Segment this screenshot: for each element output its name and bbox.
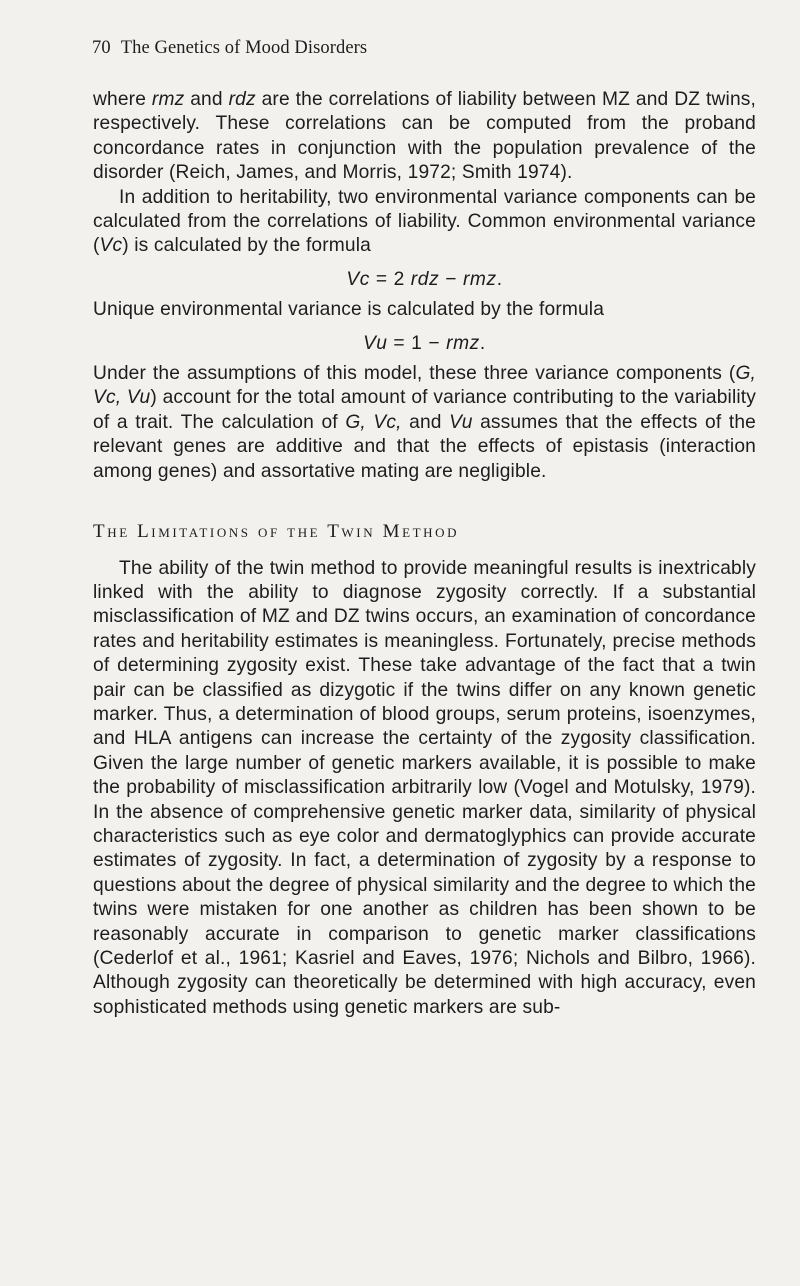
formula-equals: = — [387, 332, 412, 354]
formula-constant: 1 — [411, 332, 423, 354]
formula-lhs: Vu — [363, 332, 388, 354]
text-run: are the correlations of liability between MZ and DZ twins, respectively. These correlations can be computed from the proband concordance rates in conjunction with the population prevalence of the disorder (Reich, James, and Morris, 1972; Smith 1974). — [93, 89, 756, 184]
paragraph-unique-variance: Unique environmental variance is calculated by the formula — [93, 299, 605, 321]
formula-minus: − — [439, 268, 463, 290]
symbol-components: G, Vc, Vu — [93, 363, 756, 409]
paragraph-assumptions — [93, 362, 756, 484]
text-run: and — [401, 411, 450, 433]
text-run: and — [184, 89, 229, 110]
symbol-vc: Vc — [99, 235, 123, 257]
text-run: In addition to heritability, two environmental variance components can be calculated from the correlations of liability. Common environmental variance ( — [93, 186, 756, 257]
section-heading: The Limitations of the Twin Method — [93, 521, 460, 543]
running-head-title: The Genetics of Mood Disorders — [120, 38, 368, 58]
paragraph-correlations — [93, 88, 756, 186]
formula-common-variance — [93, 268, 756, 292]
symbol-vu: Vu — [449, 411, 473, 433]
text-run: assumes that the effects of the relevant genes are additive and that the effects of epistasis (interaction among genes) and assortative mating are negligible. — [93, 411, 756, 482]
paragraph-environmental-variance — [93, 186, 756, 259]
formula-period: . — [496, 268, 503, 290]
page-number: 70 — [92, 38, 111, 58]
text-run: where — [93, 89, 152, 110]
body-text — [93, 88, 756, 1020]
text-run: ) is calculated by the formula — [122, 235, 371, 257]
running-head — [92, 38, 367, 59]
formula-minus: − — [422, 332, 447, 354]
text-run: Under the assumptions of this model, these three variance components ( — [93, 363, 736, 385]
formula-rmz: rmz — [446, 332, 480, 354]
formula-unique-variance — [93, 332, 756, 356]
symbol-components: G, Vc, — [345, 411, 402, 433]
formula-equals: = — [369, 268, 394, 290]
paragraph-twin-method-limitations: The ability of the twin method to provide meaningful results is inextricably linked with the ability to diagnose zygosity correctly. If a substantial misclassification of MZ and DZ twins occurs, an examination of concordance rates and heritability estimates is meaningless. Fortunately, precise methods of determining zygosity exist. These take advantage of the fact that a twin pair can be classified as dizygotic if the twins differ on any known genetic marker. Thus, a determination of blood groups, serum proteins, isoenzymes, and HLA antigens can increase the certainty of the zygosity classification. Given the large number of genetic markers available, it is possible to make the probability of misclassification arbitrarily low (Vogel and Motulsky, 1979). In the absence of comprehensive genetic marker data, similarity of physical characteristics such as eye color and dermatoglyphics can provide accurate estimates of zygosity. In fact, a determination of zygosity by a response to questions about the degree of physical similarity and the degree to which the twins were mistaken for one another as children has been shown to be reasonably accurate in comparison to genetic marker classifications (Cederlof et al., 1961; Kasriel and Eaves, 1976; Nichols and Bilbro, 1966). Although zygosity can theoretically be determined with high accuracy, even sophisticated methods using genetic markers are sub- — [93, 557, 756, 1018]
symbol-rmz: rmz — [151, 89, 185, 110]
text-run: ) account for the total amount of variance contributing to the variability of a trait. The calculation of — [93, 387, 756, 433]
formula-rmz: rmz — [462, 268, 497, 290]
formula-rdz: rdz — [404, 268, 440, 290]
formula-lhs: Vc — [346, 268, 370, 290]
formula-coefficient: 2 — [393, 268, 405, 290]
symbol-rdz: rdz — [228, 89, 256, 110]
formula-period: . — [479, 332, 486, 354]
